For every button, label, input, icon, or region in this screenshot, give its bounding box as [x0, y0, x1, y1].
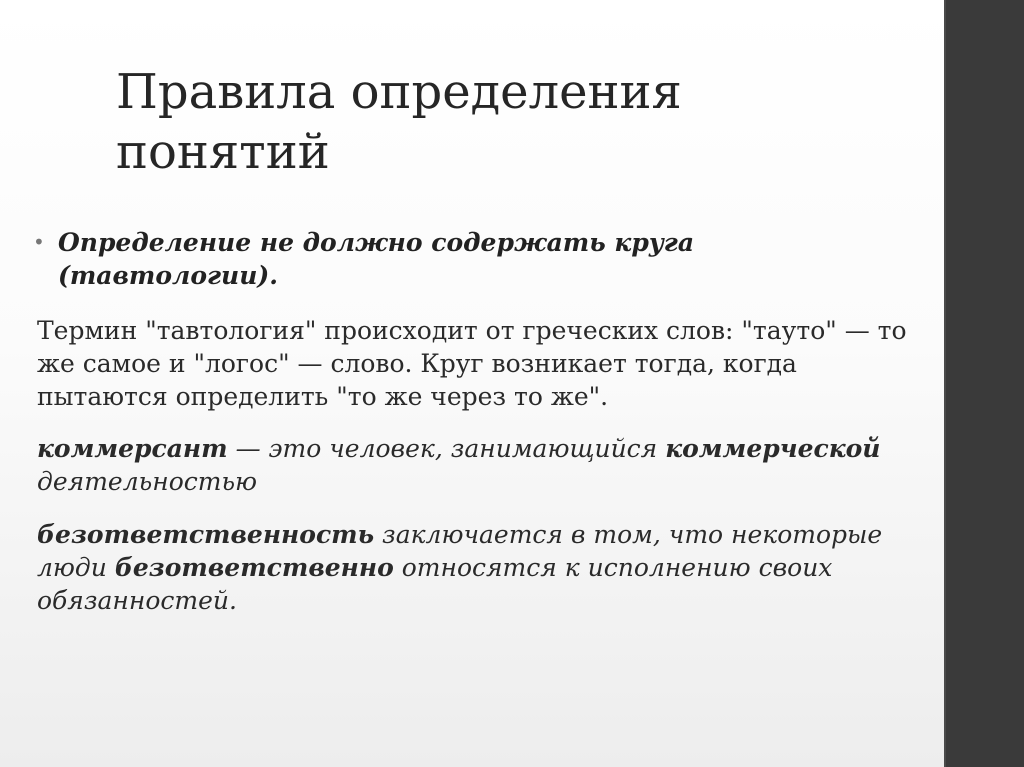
slide-title: Правила определения понятий: [116, 64, 682, 180]
example-irresponsibility-text-2: относятся к исполнению своих обязанностей.: [37, 553, 833, 615]
example-merchant-text-1: — это человек, занимающийся: [227, 434, 666, 463]
bullet-rule-text: Определение не должно содержать круга (тавтологии).: [58, 228, 695, 290]
bullet-marker: •: [33, 230, 45, 254]
example-merchant: [37, 432, 917, 498]
tautology-explanation: Термин "тавтология" происходит от греческих слов: "тауто" — то же самое и "логос" — слово. Круг возникает тогда, когда пытаются определить "то же через то же".: [37, 316, 907, 411]
example-merchant-term-2: коммерческой: [665, 434, 881, 463]
right-dark-sidebar: [944, 0, 1024, 767]
example-merchant-term: коммерсант: [37, 434, 228, 463]
example-irresponsibility-term: безответственность: [37, 520, 375, 549]
example-irresponsibility: [37, 518, 917, 617]
example-irresponsibility-text-1: заключается в том, что некоторые люди: [37, 520, 883, 582]
example-merchant-text-2: деятельностью: [37, 467, 258, 496]
example-irresponsibility-term-2: безответственно: [114, 553, 394, 582]
